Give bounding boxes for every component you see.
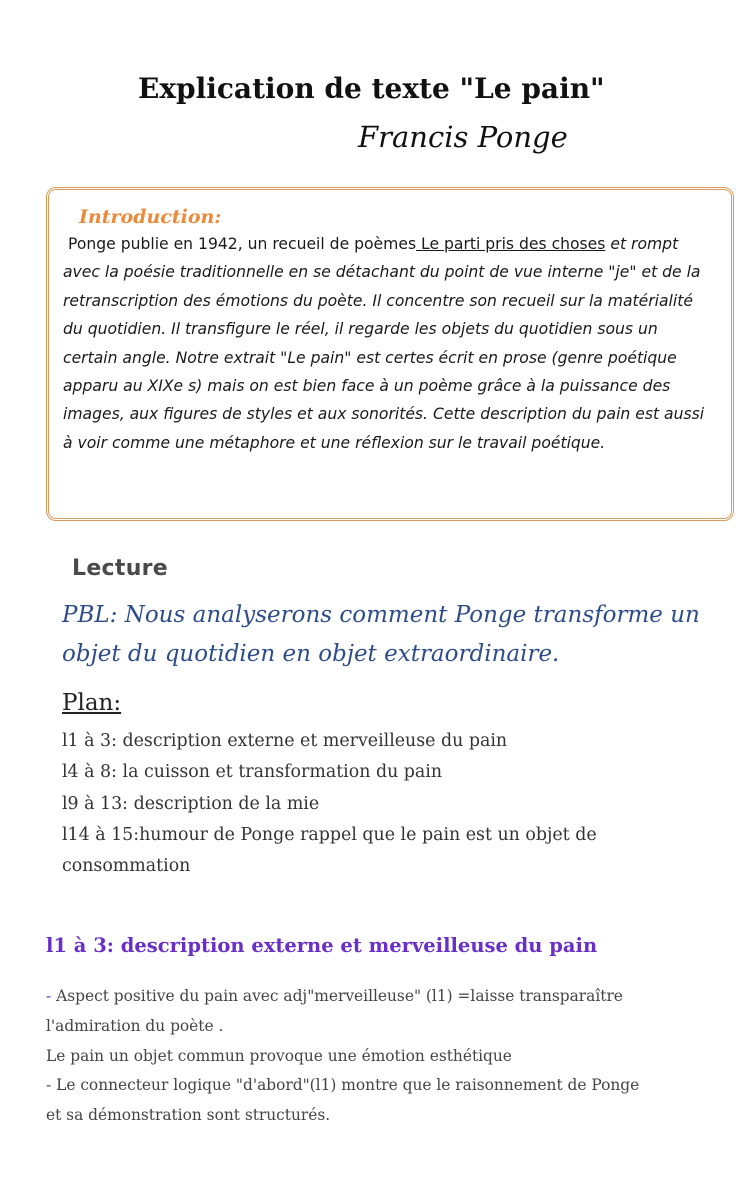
book-title: Le parti pris des choses [416, 235, 606, 253]
analysis-line: - Le connecteur logique "d'abord"(l1) montre que le raisonnement de Ponge et sa démonstration sont structurés. [46, 1076, 640, 1125]
lecture-heading: Lecture [72, 556, 169, 581]
plan-list [62, 726, 662, 882]
analysis-line [46, 982, 656, 1042]
introduction-lead: Ponge publie en 1942, un recueil de poèmes [67, 235, 417, 253]
introduction-text [63, 230, 711, 457]
introduction-box [46, 187, 734, 521]
introduction-body: et rompt avec la poésie traditionnelle en se détachant du point de vue interne "je" et de la retranscription des émotions du poète. Il concentre son recueil sur la matérialité du quotidien. Il transfigure le réel, il regarde les objets du quotidien sous un certain angle. Notre extrait "Le pain" est certes écrit en prose (genre poétique apparu au XIXe s) mais on est bien face à un poème grâce à la puissance des images, aux figures de styles et aux sonorités. Cette description du pain est aussi à voir comme une métaphore et une réflexion sur le travail poétique. [63, 235, 705, 452]
plan-item: l4 à 8: la cuisson et transformation du pain [62, 762, 443, 783]
plan-item: l1 à 3: description externe et merveilleuse du pain [62, 731, 508, 751]
analysis-line-text: Aspect positive du pain avec adj"merveilleuse" (l1) =laisse transparaître l'admiration du poète . [46, 987, 623, 1035]
dash-marker: - [46, 987, 52, 1005]
author-name: Francis Ponge [358, 120, 568, 154]
introduction-heading: Introduction: [79, 206, 222, 228]
section-heading: l1 à 3: description externe et merveilleuse du pain [46, 934, 598, 957]
analysis-text [46, 982, 656, 1131]
analysis-line: Le pain un objet commun provoque une émotion esthétique [46, 1046, 512, 1065]
plan-heading: Plan: [62, 690, 122, 716]
plan-item: l9 à 13: description de la mie [62, 793, 320, 814]
document-title: Explication de texte "Le pain" [138, 72, 605, 105]
problematique-text: PBL: Nous analyserons comment Ponge transforme un objet du quotidien en objet extraordinaire. [62, 602, 700, 667]
plan-item: l14 à 15:humour de Ponge rappel que le pain est un objet de consommation [62, 824, 597, 877]
